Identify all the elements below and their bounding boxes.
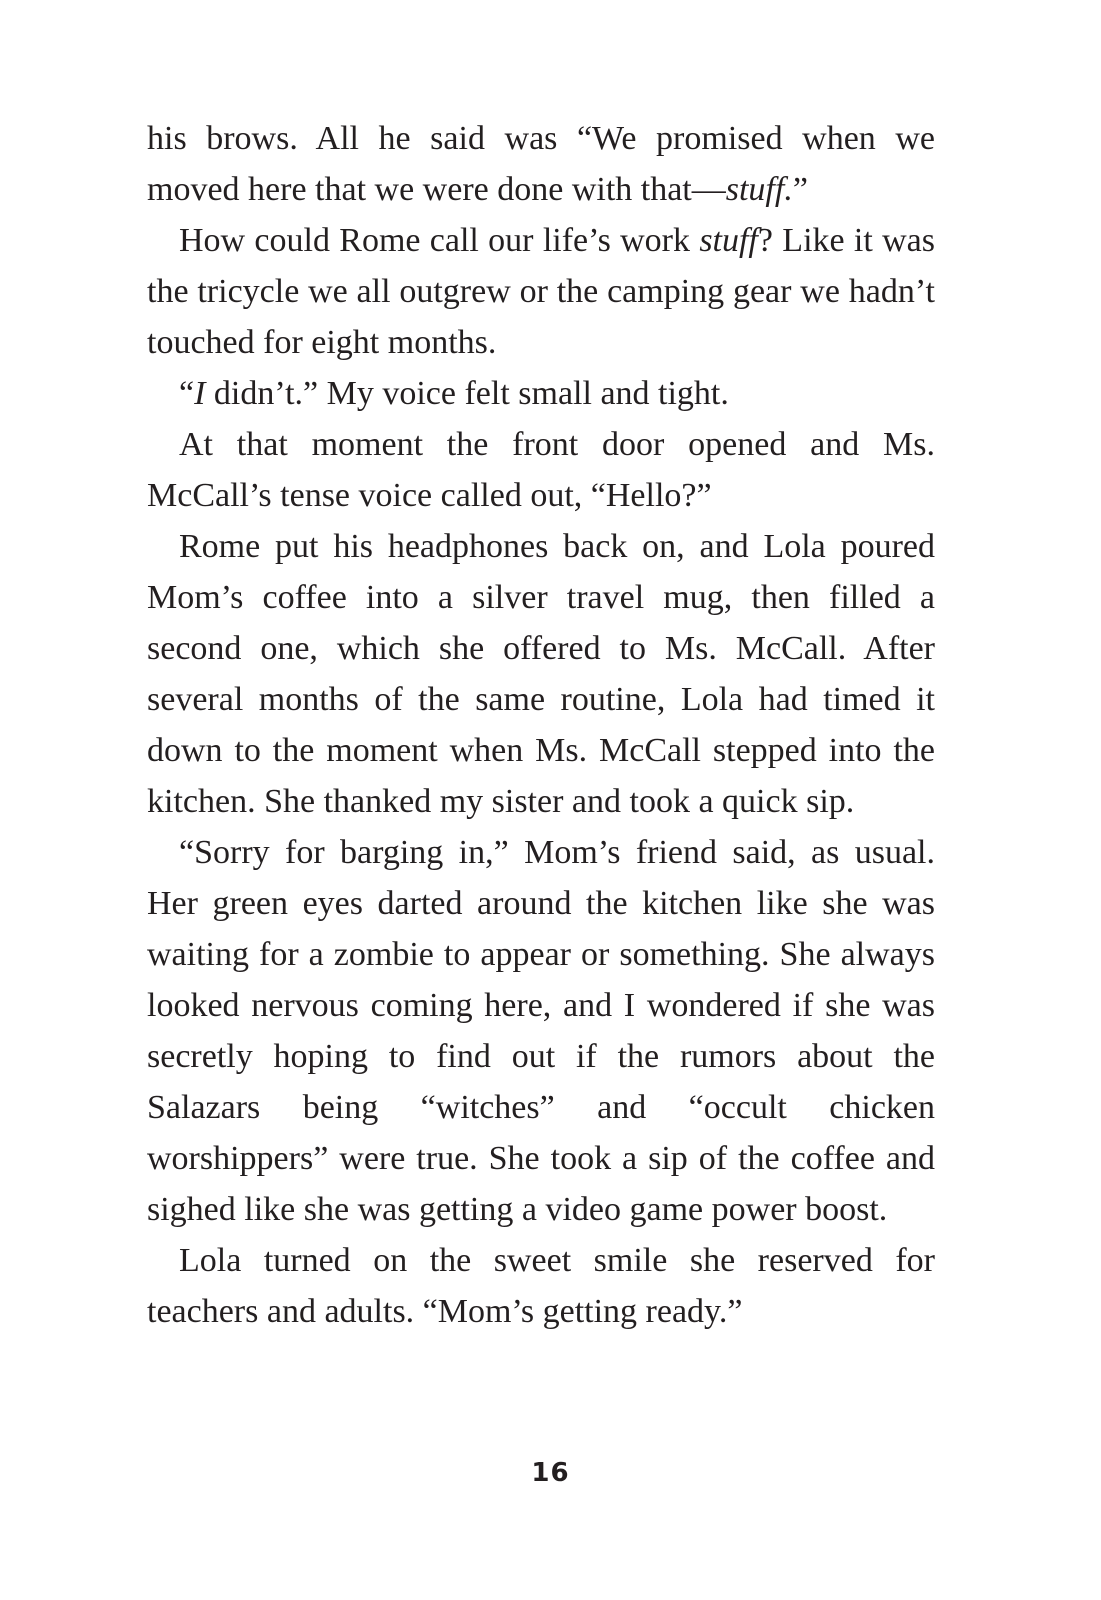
paragraph-2	[147, 215, 935, 368]
paragraph-text: How could Rome call our life’s work	[179, 222, 700, 259]
paragraph-4	[147, 419, 935, 521]
emphasis-text: stuff.	[725, 171, 793, 208]
paragraph-text: his brows. All he said was “We promised when we moved here that we were done with that—	[147, 120, 935, 208]
paragraph-3	[147, 368, 935, 419]
paragraph-7	[147, 1235, 935, 1337]
paragraph-text: ? Like it was the tricycle we all outgrew or the camping gear we hadn’t touched for eight months.	[147, 222, 935, 361]
paragraph-text: “	[179, 375, 195, 412]
emphasis-text: stuff	[699, 222, 758, 259]
paragraph-text: “Sorry for barging in,” Mom’s friend said, as usual. Her green eyes darted around the kitchen like she was waiting for a zombie to appear or something. She always looked nervous coming here, and I wondered if she was secretly hoping to find out if the rumors about the Salazars being “witches” and “occult chicken worshippers” were true. She took a sip of the coffee and sighed like she was getting a video game power boost.	[147, 834, 935, 1228]
paragraph-text: Rome put his headphones back on, and Lola poured Mom’s coffee into a silver travel mug, then filled a second one, which she offered to Ms. McCall. After several months of the same routine, Lola had timed it down to the moment when Ms. McCall stepped into the kitchen. She thanked my sister and took a quick sip.	[147, 528, 935, 820]
paragraph-6	[147, 827, 935, 1235]
paragraph-text: At that moment the front door opened and Ms. McCall’s tense voice called out, “Hello?”	[147, 426, 935, 514]
page-number: 16	[531, 1458, 570, 1488]
paragraph-text: didn’t.” My voice felt small and tight.	[205, 375, 729, 412]
paragraph-text: Lola turned on the sweet smile she reserved for teachers and adults. “Mom’s getting ready.”	[147, 1242, 935, 1330]
emphasis-text: I	[194, 375, 206, 412]
body-text	[147, 113, 935, 1337]
paragraph-1	[147, 113, 935, 215]
paragraph-5	[147, 521, 935, 827]
paragraph-text: ”	[792, 171, 808, 208]
